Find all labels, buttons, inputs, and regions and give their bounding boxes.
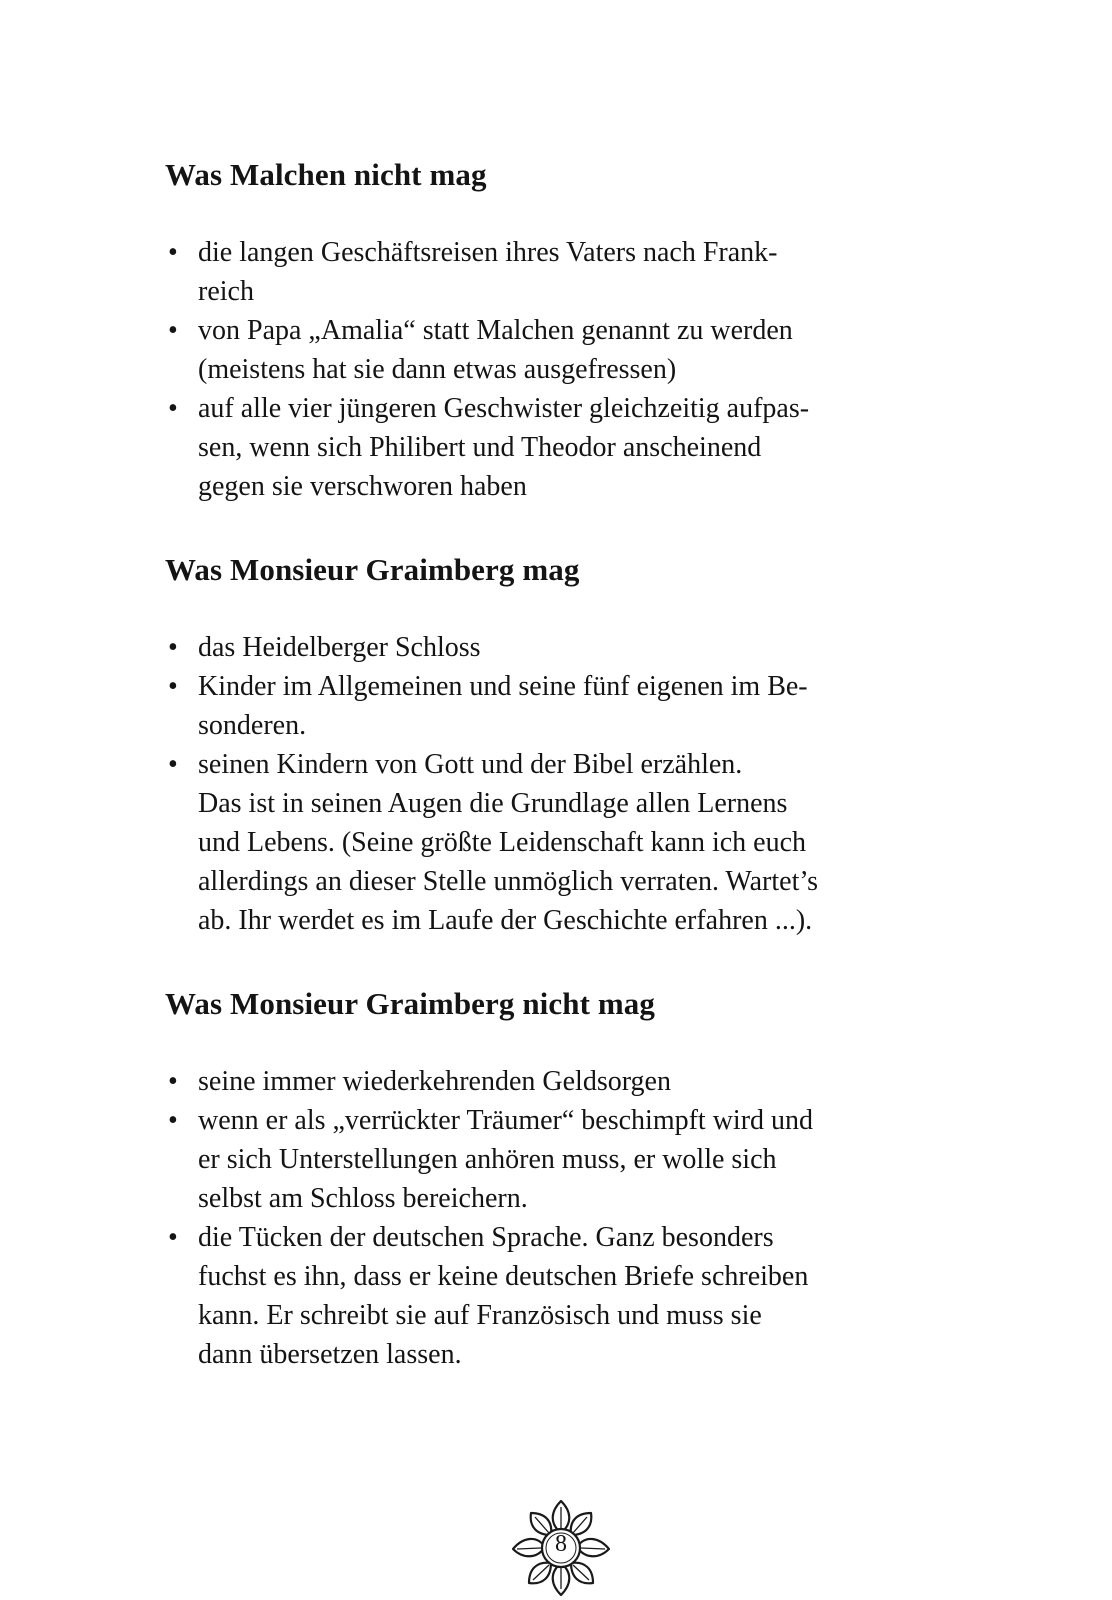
bullet-icon: • bbox=[168, 749, 178, 780]
bullet-icon: • bbox=[168, 1066, 178, 1097]
section-title: Was Monsieur Graimberg mag bbox=[165, 552, 580, 587]
list-item bbox=[165, 628, 955, 667]
list-item bbox=[165, 311, 955, 389]
text-line: von Papa „Amalia“ statt Malchen genannt zu werden bbox=[198, 315, 793, 346]
text-line: gegen sie verschworen haben bbox=[198, 471, 527, 502]
text-line: das Heidelberger Schloss bbox=[198, 632, 481, 663]
text-line: er sich Unterstellungen anhören muss, er wolle sich bbox=[198, 1144, 777, 1175]
page-footer bbox=[511, 1497, 611, 1597]
bullet-list bbox=[165, 1062, 955, 1374]
text-line: selbst am Schloss bereichern. bbox=[198, 1183, 528, 1214]
list-item bbox=[165, 1062, 955, 1101]
section-graimberg-dislikes bbox=[165, 985, 955, 1374]
bullet-icon: • bbox=[168, 237, 178, 268]
bullet-icon: • bbox=[168, 632, 178, 663]
text-line: reich bbox=[198, 276, 254, 307]
text-line: seinen Kindern von Gott und der Bibel erzählen. bbox=[198, 749, 743, 780]
text-line: (meistens hat sie dann etwas ausgefressen) bbox=[198, 354, 677, 385]
text-line: Kinder im Allgemeinen und seine fünf eigenen im Be- bbox=[198, 671, 808, 702]
page-content bbox=[165, 156, 955, 1374]
bullet-list bbox=[165, 233, 955, 506]
section-graimberg-likes bbox=[165, 551, 955, 940]
text-line: wenn er als „verrückter Träumer“ beschimpft wird und bbox=[198, 1105, 814, 1136]
bullet-icon: • bbox=[168, 315, 178, 346]
text-line: kann. Er schreibt sie auf Französisch und muss sie bbox=[198, 1300, 762, 1331]
text-line: ab. Ihr werdet es im Laufe der Geschichte erfahren ...). bbox=[198, 905, 813, 936]
bullet-list bbox=[165, 628, 955, 940]
text-line: allerdings an dieser Stelle unmöglich verraten. Wartet’s bbox=[198, 866, 819, 897]
bullet-icon: • bbox=[168, 393, 178, 424]
text-line: Das ist in seinen Augen die Grundlage allen Lernens bbox=[198, 788, 788, 819]
bullet-icon: • bbox=[168, 1222, 178, 1253]
list-item bbox=[165, 667, 955, 745]
text-line: auf alle vier jüngeren Geschwister gleichzeitig aufpas- bbox=[198, 393, 810, 424]
section-malchen-dislikes bbox=[165, 156, 955, 506]
bullet-icon: • bbox=[168, 1105, 178, 1136]
list-item bbox=[165, 745, 955, 940]
list-item bbox=[165, 233, 955, 311]
list-item bbox=[165, 389, 955, 506]
text-line: seine immer wiederkehrenden Geldsorgen bbox=[198, 1066, 671, 1097]
section-title: Was Monsieur Graimberg nicht mag bbox=[165, 986, 655, 1021]
text-line: und Lebens. (Seine größte Leidenschaft kann ich euch bbox=[198, 827, 807, 858]
text-line: die langen Geschäftsreisen ihres Vaters nach Frank- bbox=[198, 237, 778, 268]
list-item bbox=[165, 1218, 955, 1374]
text-line: sonderen. bbox=[198, 710, 307, 741]
section-title: Was Malchen nicht mag bbox=[165, 157, 487, 192]
text-line: sen, wenn sich Philibert und Theodor anscheinend bbox=[198, 432, 762, 463]
list-item bbox=[165, 1101, 955, 1218]
text-line: fuchst es ihn, dass er keine deutschen Briefe schreiben bbox=[198, 1261, 809, 1292]
bullet-icon: • bbox=[168, 671, 178, 702]
text-line: die Tücken der deutschen Sprache. Ganz besonders bbox=[198, 1222, 774, 1253]
page-number: 8 bbox=[555, 1531, 567, 1557]
text-line: dann übersetzen lassen. bbox=[198, 1339, 462, 1370]
